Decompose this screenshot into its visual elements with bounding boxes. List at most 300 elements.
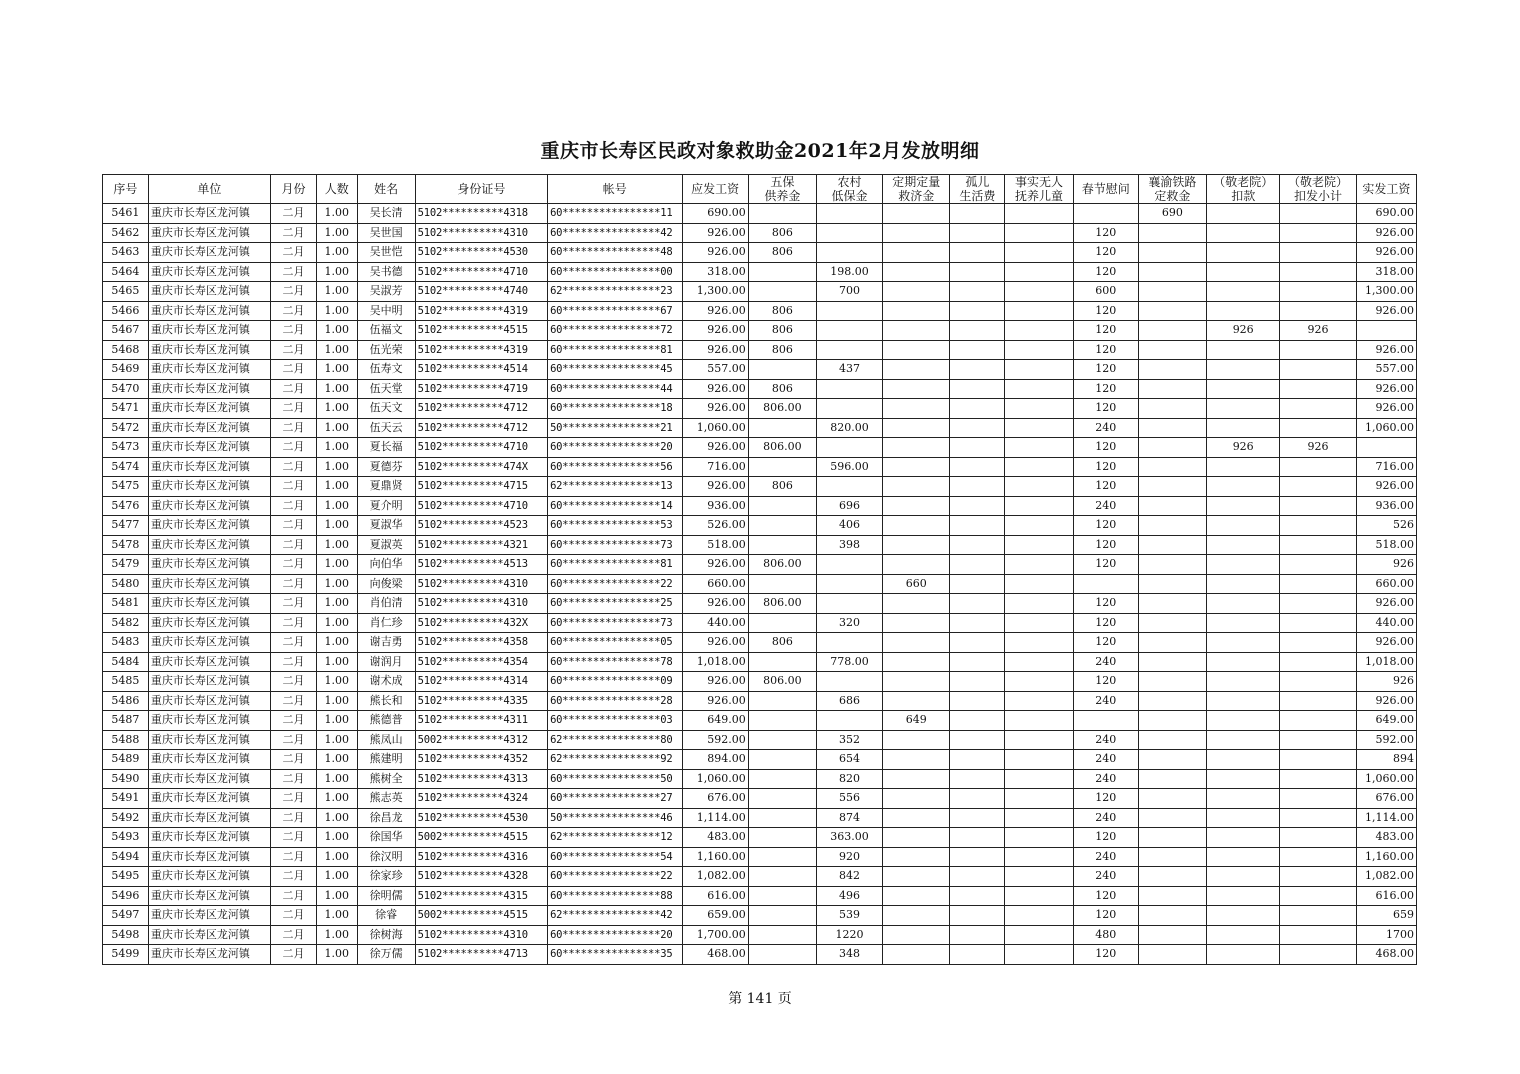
cell-wuren	[1005, 730, 1073, 750]
cell-dibao: 398	[816, 535, 882, 555]
cell-rail	[1138, 477, 1206, 497]
cell-dingqi	[883, 594, 950, 614]
cell-seq: 5479	[103, 555, 149, 575]
cell-dibao: 820.00	[816, 418, 882, 438]
cell-wubao: 806	[748, 321, 816, 341]
cell-subtotal	[1280, 906, 1356, 926]
cell-wuren	[1005, 886, 1073, 906]
cell-deduct	[1207, 672, 1280, 692]
cell-guer	[950, 555, 1005, 575]
cell-dibao	[816, 301, 882, 321]
cell-wuren	[1005, 672, 1073, 692]
cell-acct: 60****************44	[548, 379, 682, 399]
cell-unit: 重庆市长寿区龙河镇	[148, 516, 270, 536]
cell-name: 熊德普	[357, 711, 415, 731]
cell-rail	[1138, 886, 1206, 906]
cell-name: 向伯华	[357, 555, 415, 575]
cell-wuren	[1005, 418, 1073, 438]
cell-name: 熊志英	[357, 789, 415, 809]
cell-wuren	[1005, 301, 1073, 321]
cell-people: 1.00	[316, 321, 357, 341]
cell-actual: 1,300.00	[1356, 282, 1416, 302]
cell-month: 二月	[271, 730, 317, 750]
cell-spring: 120	[1073, 886, 1138, 906]
cell-wubao: 806	[748, 340, 816, 360]
cell-seq: 5468	[103, 340, 149, 360]
cell-acct: 60****************05	[548, 633, 682, 653]
cell-spring	[1073, 711, 1138, 731]
cell-acct: 60****************45	[548, 360, 682, 380]
cell-dibao: 686	[816, 691, 882, 711]
cell-acct: 60****************73	[548, 613, 682, 633]
column-header-spring: 春节慰问	[1073, 175, 1138, 204]
cell-name: 熊长和	[357, 691, 415, 711]
cell-month: 二月	[271, 672, 317, 692]
cell-acct: 60****************50	[548, 769, 682, 789]
cell-due: 468.00	[682, 945, 748, 965]
cell-wuren	[1005, 243, 1073, 263]
cell-wubao	[748, 925, 816, 945]
cell-dibao: 539	[816, 906, 882, 926]
column-header-id: 身份证号	[415, 175, 547, 204]
cell-id: 5102**********4328	[415, 867, 547, 887]
cell-people: 1.00	[316, 555, 357, 575]
table-row	[103, 594, 1417, 614]
cell-acct: 60****************22	[548, 867, 682, 887]
cell-id: 5002**********4515	[415, 828, 547, 848]
cell-subtotal	[1280, 477, 1356, 497]
cell-people: 1.00	[316, 730, 357, 750]
cell-people: 1.00	[316, 828, 357, 848]
cell-wuren	[1005, 457, 1073, 477]
cell-unit: 重庆市长寿区龙河镇	[148, 750, 270, 770]
cell-wuren	[1005, 769, 1073, 789]
cell-wubao: 806.00	[748, 594, 816, 614]
table-row	[103, 613, 1417, 633]
cell-due: 926.00	[682, 477, 748, 497]
cell-id: 5102**********4710	[415, 262, 547, 282]
cell-wubao	[748, 711, 816, 731]
cell-dibao: 352	[816, 730, 882, 750]
cell-dibao: 700	[816, 282, 882, 302]
cell-subtotal	[1280, 243, 1356, 263]
cell-deduct	[1207, 243, 1280, 263]
cell-acct: 60****************53	[548, 516, 682, 536]
cell-wuren	[1005, 613, 1073, 633]
cell-actual: 440.00	[1356, 613, 1416, 633]
cell-dingqi	[883, 496, 950, 516]
cell-deduct	[1207, 847, 1280, 867]
cell-month: 二月	[271, 750, 317, 770]
cell-actual: 1,082.00	[1356, 867, 1416, 887]
table-row	[103, 847, 1417, 867]
cell-guer	[950, 418, 1005, 438]
table-row	[103, 652, 1417, 672]
cell-rail	[1138, 906, 1206, 926]
cell-subtotal	[1280, 847, 1356, 867]
cell-id: 5102**********474X	[415, 457, 547, 477]
cell-spring: 120	[1073, 399, 1138, 419]
cell-seq: 5470	[103, 379, 149, 399]
cell-guer	[950, 321, 1005, 341]
cell-wubao	[748, 886, 816, 906]
cell-dingqi	[883, 906, 950, 926]
table-row	[103, 555, 1417, 575]
cell-actual: 926.00	[1356, 633, 1416, 653]
cell-due: 518.00	[682, 535, 748, 555]
column-header-dingqi: 定期定量 救济金	[883, 175, 950, 204]
cell-wuren	[1005, 652, 1073, 672]
cell-rail	[1138, 613, 1206, 633]
table-row	[103, 711, 1417, 731]
cell-deduct	[1207, 379, 1280, 399]
cell-wuren	[1005, 516, 1073, 536]
cell-acct: 60****************14	[548, 496, 682, 516]
cell-name: 伍光荣	[357, 340, 415, 360]
cell-id: 5102**********4310	[415, 925, 547, 945]
cell-wuren	[1005, 691, 1073, 711]
cell-dingqi	[883, 204, 950, 224]
cell-spring: 120	[1073, 906, 1138, 926]
cell-deduct	[1207, 828, 1280, 848]
cell-due: 690.00	[682, 204, 748, 224]
cell-due: 894.00	[682, 750, 748, 770]
column-header-subtotal: （敬老院） 扣发小计	[1280, 175, 1356, 204]
cell-rail	[1138, 438, 1206, 458]
cell-due: 926.00	[682, 633, 748, 653]
cell-deduct	[1207, 945, 1280, 965]
cell-name: 夏德芬	[357, 457, 415, 477]
table-header	[103, 175, 1417, 204]
cell-people: 1.00	[316, 457, 357, 477]
cell-dibao: 920	[816, 847, 882, 867]
cell-acct: 60****************81	[548, 340, 682, 360]
cell-unit: 重庆市长寿区龙河镇	[148, 691, 270, 711]
cell-unit: 重庆市长寿区龙河镇	[148, 360, 270, 380]
cell-dibao: 842	[816, 867, 882, 887]
cell-guer	[950, 672, 1005, 692]
cell-dingqi	[883, 672, 950, 692]
cell-wubao	[748, 457, 816, 477]
cell-deduct	[1207, 925, 1280, 945]
cell-unit: 重庆市长寿区龙河镇	[148, 906, 270, 926]
cell-actual: 468.00	[1356, 945, 1416, 965]
table-row	[103, 399, 1417, 419]
cell-guer	[950, 516, 1005, 536]
cell-dingqi	[883, 223, 950, 243]
cell-subtotal	[1280, 867, 1356, 887]
cell-spring: 120	[1073, 321, 1138, 341]
cell-name: 肖仁珍	[357, 613, 415, 633]
cell-due: 926.00	[682, 379, 748, 399]
cell-subtotal	[1280, 594, 1356, 614]
cell-people: 1.00	[316, 516, 357, 536]
cell-due: 1,018.00	[682, 652, 748, 672]
cell-seq: 5471	[103, 399, 149, 419]
payment-table	[102, 174, 1417, 965]
cell-acct: 60****************25	[548, 594, 682, 614]
cell-spring: 600	[1073, 282, 1138, 302]
cell-id: 5102**********4712	[415, 418, 547, 438]
cell-acct: 60****************28	[548, 691, 682, 711]
cell-name: 吴书德	[357, 262, 415, 282]
cell-people: 1.00	[316, 340, 357, 360]
cell-spring: 240	[1073, 769, 1138, 789]
cell-dibao	[816, 594, 882, 614]
cell-subtotal	[1280, 379, 1356, 399]
cell-unit: 重庆市长寿区龙河镇	[148, 340, 270, 360]
cell-acct: 60****************78	[548, 652, 682, 672]
cell-id: 5102**********4316	[415, 847, 547, 867]
cell-due: 936.00	[682, 496, 748, 516]
cell-actual	[1356, 321, 1416, 341]
cell-seq: 5469	[103, 360, 149, 380]
cell-acct: 60****************72	[548, 321, 682, 341]
table-row	[103, 301, 1417, 321]
cell-seq: 5492	[103, 808, 149, 828]
cell-rail	[1138, 243, 1206, 263]
cell-deduct	[1207, 418, 1280, 438]
cell-id: 5102**********4710	[415, 496, 547, 516]
cell-wubao: 806	[748, 223, 816, 243]
cell-guer	[950, 808, 1005, 828]
cell-subtotal	[1280, 789, 1356, 809]
cell-rail	[1138, 769, 1206, 789]
cell-spring: 240	[1073, 691, 1138, 711]
cell-rail	[1138, 516, 1206, 536]
cell-actual: 926	[1356, 555, 1416, 575]
cell-deduct	[1207, 360, 1280, 380]
cell-dingqi	[883, 262, 950, 282]
cell-month: 二月	[271, 496, 317, 516]
cell-acct: 62****************42	[548, 906, 682, 926]
cell-seq: 5496	[103, 886, 149, 906]
cell-dingqi	[883, 769, 950, 789]
cell-people: 1.00	[316, 691, 357, 711]
cell-month: 二月	[271, 477, 317, 497]
header-row	[103, 175, 1417, 204]
cell-wubao: 806.00	[748, 399, 816, 419]
cell-wuren	[1005, 750, 1073, 770]
cell-dibao	[816, 438, 882, 458]
cell-due: 1,114.00	[682, 808, 748, 828]
cell-subtotal	[1280, 691, 1356, 711]
cell-subtotal	[1280, 769, 1356, 789]
cell-wubao	[748, 847, 816, 867]
cell-wubao: 806	[748, 379, 816, 399]
cell-dibao: 654	[816, 750, 882, 770]
cell-name: 伍福文	[357, 321, 415, 341]
cell-spring: 120	[1073, 223, 1138, 243]
cell-dibao: 556	[816, 789, 882, 809]
cell-unit: 重庆市长寿区龙河镇	[148, 418, 270, 438]
cell-guer	[950, 262, 1005, 282]
cell-dingqi	[883, 399, 950, 419]
cell-dingqi	[883, 925, 950, 945]
cell-due: 926.00	[682, 223, 748, 243]
cell-due: 926.00	[682, 438, 748, 458]
cell-due: 557.00	[682, 360, 748, 380]
cell-people: 1.00	[316, 535, 357, 555]
cell-subtotal	[1280, 574, 1356, 594]
table-row	[103, 945, 1417, 965]
cell-seq: 5480	[103, 574, 149, 594]
cell-dibao: 437	[816, 360, 882, 380]
cell-wubao	[748, 808, 816, 828]
table-row	[103, 418, 1417, 438]
cell-seq: 5466	[103, 301, 149, 321]
cell-name: 徐树海	[357, 925, 415, 945]
cell-unit: 重庆市长寿区龙河镇	[148, 945, 270, 965]
cell-name: 夏长福	[357, 438, 415, 458]
cell-guer	[950, 769, 1005, 789]
cell-wubao	[748, 945, 816, 965]
cell-actual: 926.00	[1356, 301, 1416, 321]
cell-id: 5102**********4310	[415, 594, 547, 614]
cell-rail	[1138, 945, 1206, 965]
cell-dingqi: 660	[883, 574, 950, 594]
cell-spring: 240	[1073, 730, 1138, 750]
cell-id: 5102**********4324	[415, 789, 547, 809]
table-row	[103, 750, 1417, 770]
cell-wubao	[748, 789, 816, 809]
cell-seq: 5462	[103, 223, 149, 243]
cell-subtotal	[1280, 282, 1356, 302]
cell-unit: 重庆市长寿区龙河镇	[148, 321, 270, 341]
cell-rail	[1138, 379, 1206, 399]
cell-dingqi	[883, 457, 950, 477]
cell-actual: 318.00	[1356, 262, 1416, 282]
cell-spring: 120	[1073, 535, 1138, 555]
cell-rail	[1138, 652, 1206, 672]
cell-acct: 62****************13	[548, 477, 682, 497]
cell-guer	[950, 750, 1005, 770]
cell-guer	[950, 828, 1005, 848]
table-row	[103, 828, 1417, 848]
cell-spring: 120	[1073, 828, 1138, 848]
cell-acct: 60****************11	[548, 204, 682, 224]
cell-dingqi	[883, 535, 950, 555]
cell-wuren	[1005, 321, 1073, 341]
cell-unit: 重庆市长寿区龙河镇	[148, 828, 270, 848]
cell-acct: 60****************73	[548, 535, 682, 555]
cell-people: 1.00	[316, 652, 357, 672]
cell-spring: 120	[1073, 438, 1138, 458]
cell-guer	[950, 652, 1005, 672]
cell-name: 谢润月	[357, 652, 415, 672]
cell-name: 夏淑英	[357, 535, 415, 555]
table-row	[103, 379, 1417, 399]
cell-deduct	[1207, 496, 1280, 516]
cell-id: 5102**********4514	[415, 360, 547, 380]
cell-seq: 5493	[103, 828, 149, 848]
table-row	[103, 457, 1417, 477]
cell-spring	[1073, 204, 1138, 224]
cell-name: 夏介明	[357, 496, 415, 516]
cell-month: 二月	[271, 613, 317, 633]
cell-subtotal	[1280, 925, 1356, 945]
cell-wubao	[748, 652, 816, 672]
table-row	[103, 769, 1417, 789]
cell-wubao: 806	[748, 633, 816, 653]
cell-dingqi	[883, 847, 950, 867]
cell-month: 二月	[271, 516, 317, 536]
cell-guer	[950, 847, 1005, 867]
cell-id: 5102**********4319	[415, 301, 547, 321]
cell-wuren	[1005, 535, 1073, 555]
column-header-guer: 孤儿 生活费	[950, 175, 1005, 204]
cell-rail	[1138, 399, 1206, 419]
cell-actual	[1356, 438, 1416, 458]
cell-guer	[950, 340, 1005, 360]
cell-due: 1,300.00	[682, 282, 748, 302]
cell-acct: 60****************22	[548, 574, 682, 594]
cell-subtotal	[1280, 301, 1356, 321]
cell-month: 二月	[271, 399, 317, 419]
cell-month: 二月	[271, 808, 317, 828]
cell-due: 1,082.00	[682, 867, 748, 887]
cell-actual: 926.00	[1356, 691, 1416, 711]
column-header-name: 姓名	[357, 175, 415, 204]
cell-deduct	[1207, 613, 1280, 633]
cell-unit: 重庆市长寿区龙河镇	[148, 243, 270, 263]
cell-deduct	[1207, 730, 1280, 750]
cell-people: 1.00	[316, 906, 357, 926]
cell-wuren	[1005, 262, 1073, 282]
cell-guer	[950, 711, 1005, 731]
cell-dibao: 198.00	[816, 262, 882, 282]
cell-people: 1.00	[316, 301, 357, 321]
cell-name: 肖伯清	[357, 594, 415, 614]
cell-subtotal	[1280, 808, 1356, 828]
cell-wubao	[748, 574, 816, 594]
table-row	[103, 516, 1417, 536]
cell-subtotal	[1280, 457, 1356, 477]
cell-acct: 60****************48	[548, 243, 682, 263]
cell-rail	[1138, 321, 1206, 341]
cell-unit: 重庆市长寿区龙河镇	[148, 301, 270, 321]
table-row	[103, 633, 1417, 653]
cell-guer	[950, 789, 1005, 809]
cell-wuren	[1005, 711, 1073, 731]
cell-deduct	[1207, 594, 1280, 614]
cell-actual: 894	[1356, 750, 1416, 770]
cell-people: 1.00	[316, 925, 357, 945]
cell-rail	[1138, 828, 1206, 848]
cell-actual: 518.00	[1356, 535, 1416, 555]
cell-dibao: 696	[816, 496, 882, 516]
cell-wuren	[1005, 945, 1073, 965]
cell-dibao	[816, 243, 882, 263]
cell-wuren	[1005, 223, 1073, 243]
cell-subtotal	[1280, 633, 1356, 653]
cell-people: 1.00	[316, 438, 357, 458]
cell-actual: 526	[1356, 516, 1416, 536]
cell-unit: 重庆市长寿区龙河镇	[148, 535, 270, 555]
cell-dingqi	[883, 633, 950, 653]
cell-name: 熊凤山	[357, 730, 415, 750]
cell-due: 659.00	[682, 906, 748, 926]
cell-subtotal	[1280, 496, 1356, 516]
cell-due: 926.00	[682, 672, 748, 692]
cell-due: 318.00	[682, 262, 748, 282]
cell-seq: 5487	[103, 711, 149, 731]
cell-deduct: 926	[1207, 321, 1280, 341]
table-row	[103, 867, 1417, 887]
cell-seq: 5490	[103, 769, 149, 789]
cell-subtotal	[1280, 516, 1356, 536]
cell-seq: 5483	[103, 633, 149, 653]
